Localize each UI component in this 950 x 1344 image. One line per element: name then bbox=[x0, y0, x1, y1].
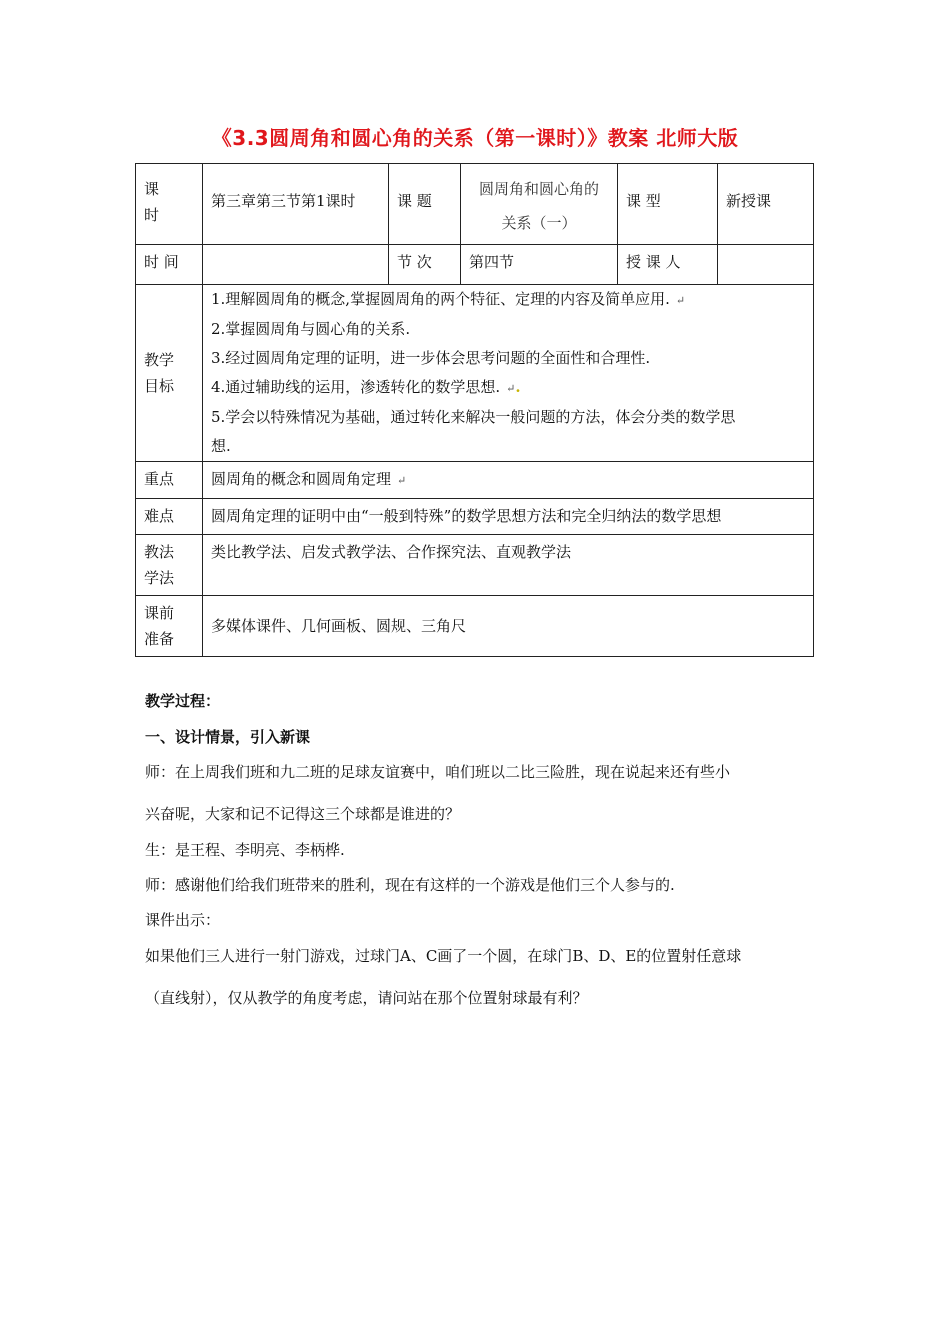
paragraph: 兴奋呢，大家和记不记得这三个球都是谁进的？ bbox=[145, 805, 461, 823]
section-heading: 一、设计情景，引入新课 bbox=[145, 728, 311, 746]
label-difficult: 难点 bbox=[136, 499, 203, 535]
document-title: 《3.3圆周角和圆心角的关系（第一课时）》教案 北师大版 bbox=[211, 126, 739, 150]
lesson-plan-table bbox=[135, 163, 814, 657]
paragraph: （直线射），仅从教学的角度考虑，请问站在那个位置射球最有利？ bbox=[145, 989, 588, 1007]
value-section: 第四节 bbox=[461, 245, 618, 285]
label-section: 节 次 bbox=[389, 245, 461, 285]
value-time bbox=[203, 245, 389, 285]
label-topic: 课 题 bbox=[389, 164, 461, 245]
goal-item: 3.经过圆周角定理的证明，进一步体会思考问题的全面性和合理性. bbox=[211, 349, 651, 367]
table-row-method bbox=[136, 535, 814, 596]
label-prep: 课前 准备 bbox=[136, 596, 203, 657]
value-key: 圆周角的概念和圆周角定理 ↵ bbox=[203, 462, 814, 499]
paragraph: 师：在上周我们班和九二班的足球友谊赛中，咱们班以二比三险胜，现在说起来还有些小 bbox=[145, 763, 731, 781]
label-time: 时 间 bbox=[136, 245, 203, 285]
label-class-hour: 课 时 bbox=[136, 164, 203, 245]
goal-item: 4.通过辅助线的运用，渗透转化的数学思想. ↵. bbox=[211, 378, 521, 396]
goal-item: 2.掌握圆周角与圆心角的关系. bbox=[211, 320, 411, 338]
dot-icon: . bbox=[515, 378, 521, 396]
table-row-difficult bbox=[136, 499, 814, 535]
return-mark-icon: ↵ bbox=[506, 382, 516, 395]
process-heading: 教学过程： bbox=[145, 692, 221, 710]
value-difficult: 圆周角定理的证明中由“一般到特殊”的数学思想方法和完全归纳法的数学思想 bbox=[203, 499, 814, 535]
return-mark-icon: ↵ bbox=[397, 474, 407, 487]
value-prep: 多媒体课件、几何画板、圆规、三角尺 bbox=[203, 596, 814, 657]
goal-item: 5.学会以特殊情况为基础，通过转化来解决一般问题的方法，体会分类的数学思 bbox=[211, 408, 736, 426]
label-teacher: 授 课 人 bbox=[618, 245, 718, 285]
value-goals bbox=[203, 285, 814, 462]
label-key: 重点 bbox=[136, 462, 203, 499]
value-class-hour: 第三章第三节第1课时 bbox=[203, 164, 389, 245]
goal-item: 想. bbox=[211, 437, 231, 455]
table-row-hours bbox=[136, 164, 814, 245]
goal-item: 1.理解圆周角的概念,掌握圆周角的两个特征、定理的内容及简单应用. ↵ bbox=[211, 290, 686, 308]
table-row-goals bbox=[136, 285, 814, 462]
paragraph: 生：是王程、李明亮、李柄桦. bbox=[145, 841, 345, 859]
return-mark-icon: ↵ bbox=[675, 294, 686, 307]
label-goals: 教学 目标 bbox=[136, 285, 203, 462]
value-lesson-type: 新授课 bbox=[718, 164, 814, 245]
paragraph: 课件出示： bbox=[145, 911, 221, 929]
table-row-prep bbox=[136, 596, 814, 657]
value-teacher bbox=[718, 245, 814, 285]
label-method: 教法 学法 bbox=[136, 535, 203, 596]
value-topic: 圆周角和圆心角的 关系（一） bbox=[461, 164, 618, 245]
label-lesson-type: 课 型 bbox=[618, 164, 718, 245]
table-row-time bbox=[136, 245, 814, 285]
paragraph: 如果他们三人进行一射门游戏，过球门A、C画了一个圆，在球门B、D、E的位置射任意球 bbox=[145, 947, 742, 965]
value-method: 类比教学法、启发式教学法、合作探究法、直观教学法 bbox=[203, 535, 814, 596]
table-row-key bbox=[136, 462, 814, 499]
paragraph: 师：感谢他们给我们班带来的胜利，现在有这样的一个游戏是他们三个人参与的. bbox=[145, 876, 675, 894]
